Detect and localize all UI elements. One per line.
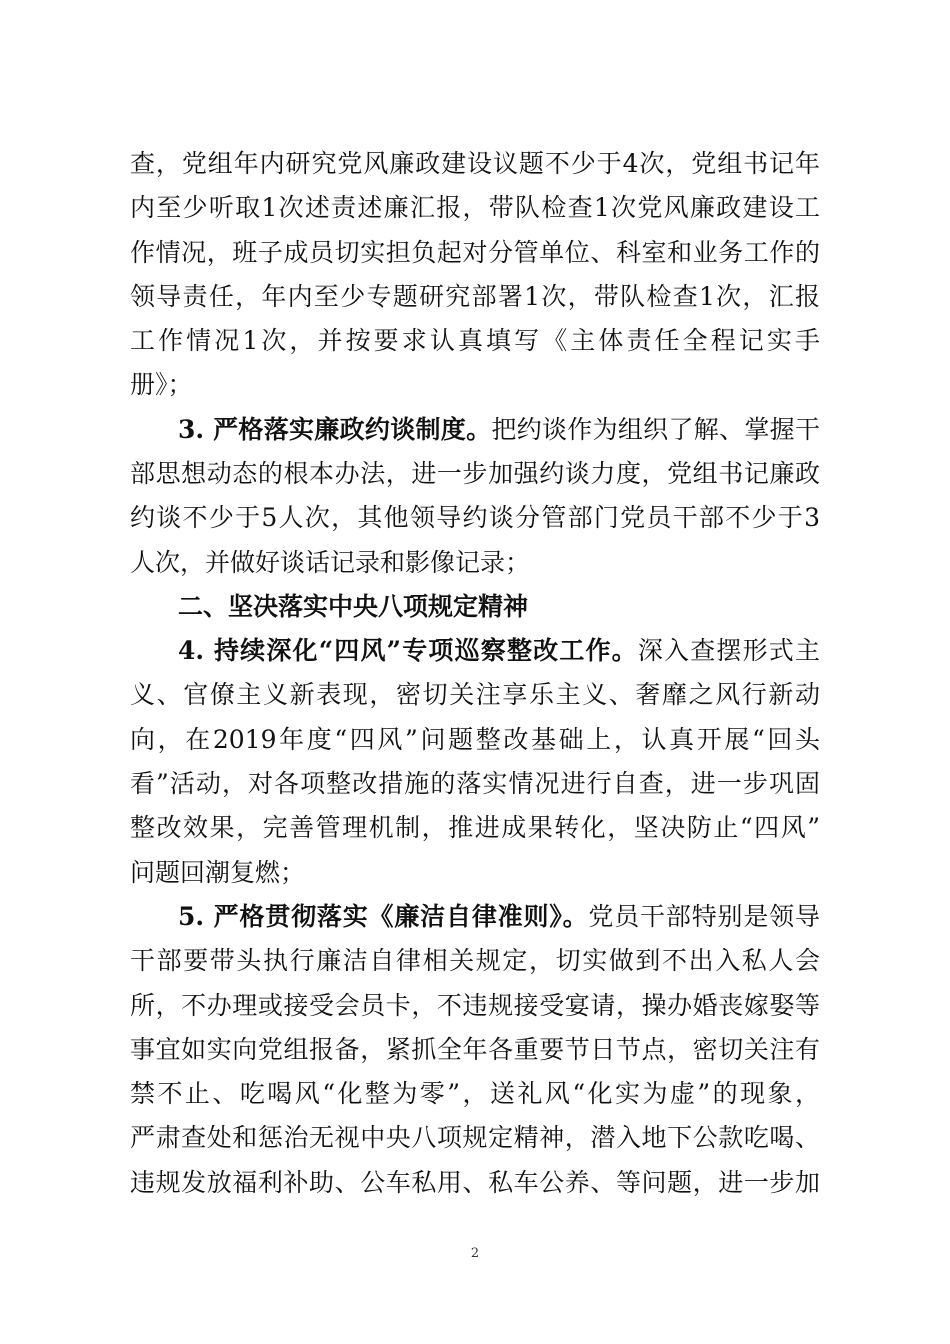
- paragraph-line: 禁不止、吃喝风“化整为零”，送礼风“化实为虚”的现象，: [130, 1079, 820, 1108]
- paragraph-line: 所，不办理或接受会员卡，不违规接受宴请，操办婚丧嫁娶等: [130, 991, 820, 1020]
- paragraph-first-line: [178, 412, 820, 448]
- paragraph-line: 向，在2019年度“四风”问题整改基础上，认真开展“回头: [130, 725, 820, 754]
- paragraph-line: 领导责任，年内至少专题研究部署1次，带队检查1次，汇报: [130, 282, 820, 311]
- item-title: 4. 持续深化“四风”专项巡察整改工作。: [178, 636, 638, 665]
- paragraph-line: 违规发放福利补助、公车私用、私车公养、等问题，进一步加: [130, 1168, 820, 1197]
- paragraph-line: 人次，并做好谈话记录和影像记录；: [130, 548, 531, 577]
- paragraph-line: 严肃查处和惩治无视中央八项规定精神，潜入地下公款吃喝、: [130, 1123, 820, 1152]
- paragraph-line: 整改效果，完善管理机制，推进成果转化，坚决防止“四风”: [130, 813, 820, 842]
- paragraph-text: 党员干部特别是领导: [588, 902, 820, 931]
- section-heading: 二、坚决落实中央八项规定精神: [178, 592, 529, 621]
- paragraph-line: 约谈不少于5人次，其他领导约谈分管部门党员干部不少于3: [130, 503, 820, 532]
- paragraph-text: 深入查摆形式主: [637, 636, 820, 665]
- paragraph-line: 部思想动态的根本办法，进一步加强约谈力度，党组书记廉政: [130, 459, 820, 488]
- paragraph-line: 看”活动，对各项整改措施的落实情况进行自查，进一步巩固: [130, 769, 820, 798]
- paragraph-line: 册》；: [130, 370, 193, 399]
- page-number: 2: [470, 1246, 480, 1261]
- item-title: 5. 严格贯彻落实《廉洁自律准则》。: [178, 902, 589, 931]
- paragraph-line: 干部要带头执行廉洁自律相关规定，切实做到不出入私人会: [130, 946, 820, 975]
- paragraph-first-line: [178, 899, 820, 935]
- paragraph-line: 义、官僚主义新表现，密切关注享乐主义、奢靡之风行新动: [130, 680, 820, 709]
- paragraph-line: 工作情况1次，并按要求认真填写《主体责任全程记实手: [130, 326, 820, 355]
- paragraph-first-line: [178, 633, 820, 669]
- paragraph-line: 作情况，班子成员切实担负起对分管单位、科室和业务工作的: [130, 238, 820, 267]
- paragraph-text: 把约谈作为组织了解、掌握干: [491, 415, 820, 444]
- paragraph-line: 问题回潮复燃；: [130, 858, 306, 887]
- paragraph-line: 事宜如实向党组报备，紧抓全年各重要节日节点，密切关注有: [130, 1035, 820, 1064]
- item-title: 3. 严格落实廉政约谈制度。: [178, 415, 492, 444]
- paragraph-line: 内至少听取1次述责述廉汇报，带队检查1次党风廉政建设工: [130, 193, 820, 222]
- paragraph-line: 查，党组年内研究党风廉政建设议题不少于4次，党组书记年: [130, 149, 820, 178]
